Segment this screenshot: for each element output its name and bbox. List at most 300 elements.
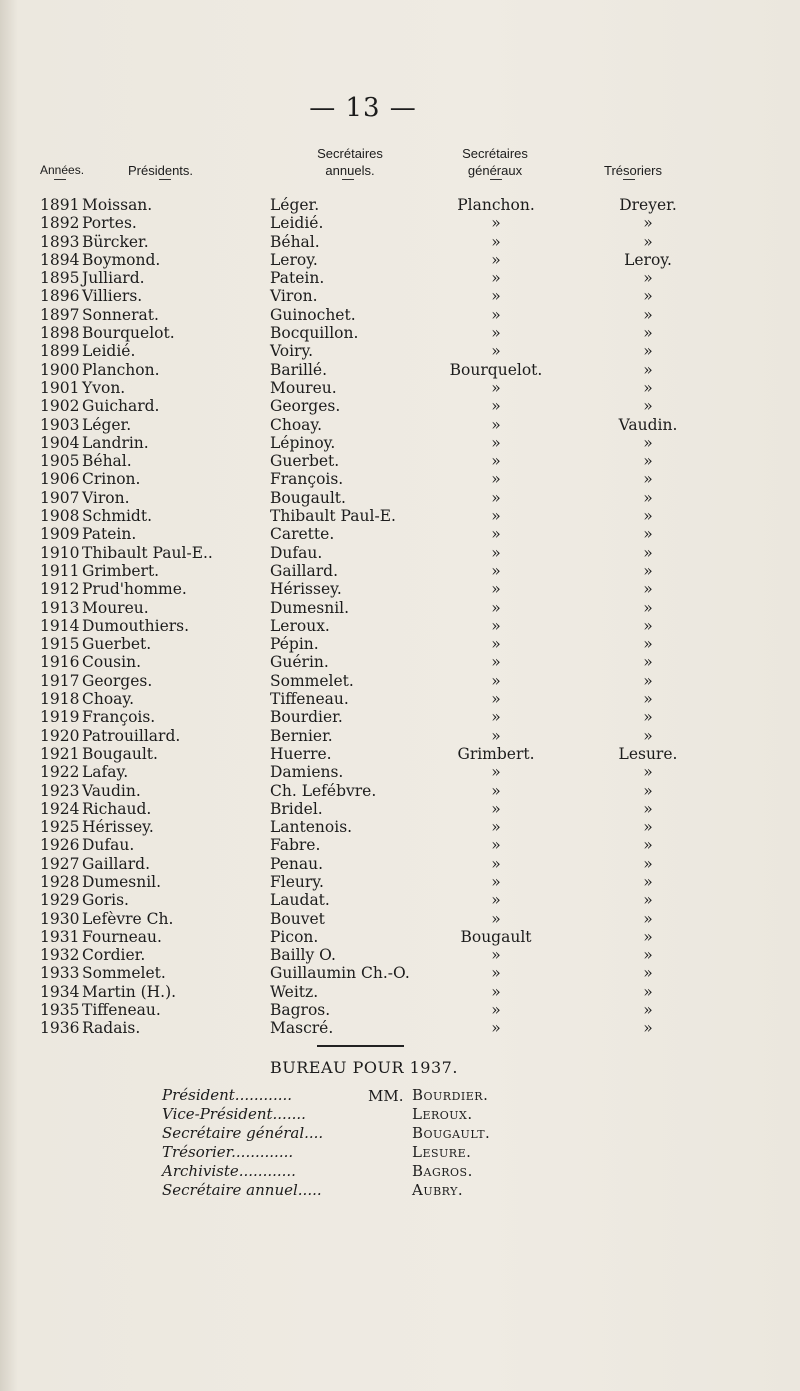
header-dash [159,179,171,180]
year-cell: 1918 [40,690,80,709]
secretaire-general-cell: » [491,433,501,452]
year-cell: 1905 [40,452,80,471]
president-cell: Prud'homme. [82,580,187,599]
secretaire-annuel-cell: Pépin. [270,635,319,654]
tresorier-cell: » [643,616,653,635]
tresorier-cell: » [643,324,653,343]
secretaire-annuel-cell: Penau. [270,854,324,873]
president-cell: Viron. [82,488,130,507]
secretaire-annuel-cell: Mascré. [270,1019,334,1038]
president-cell: Béhal. [82,452,132,471]
year-cell: 1922 [40,763,80,782]
table-row [40,928,722,946]
secretaire-general-cell: » [491,598,501,617]
year-cell: 1902 [40,397,80,416]
tresorier-cell: » [643,836,653,855]
president-cell: Cordier. [82,946,146,965]
header-secretaires-generaux-line1: Secrétaires [462,146,528,161]
table-row [40,361,722,379]
secretaire-annuel-cell: Viron. [270,287,318,306]
table-row [40,964,722,982]
year-cell: 1899 [40,342,80,361]
table-row [40,635,722,653]
tresorier-cell: » [643,1019,653,1038]
secretaire-general-cell: » [491,507,501,526]
year-cell: 1928 [40,872,80,891]
table-row [40,416,722,434]
tresorier-cell: » [643,561,653,580]
secretaire-general-cell: » [491,342,501,361]
secretaire-general-cell: » [491,946,501,965]
year-cell: 1923 [40,781,80,800]
year-cell: 1909 [40,525,80,544]
year-cell: 1910 [40,543,80,562]
president-cell: Fourneau. [82,927,162,946]
bureau-row [162,1143,490,1162]
bureau-member-name: Bougault. [412,1124,491,1142]
year-cell: 1929 [40,891,80,910]
secretaire-annuel-cell: Dumesnil. [270,598,350,617]
table-row [40,397,722,415]
secretaire-general-cell: » [491,580,501,599]
table-row [40,727,722,745]
secretaire-general-cell: » [491,964,501,983]
header-annees: Années. [40,163,85,177]
tresorier-cell: » [643,1001,653,1020]
table-row [40,836,722,854]
secretaire-annuel-cell: Georges. [270,397,341,416]
secretaire-general-cell: » [491,982,501,1001]
secretaire-annuel-cell: Weitz. [270,982,319,1001]
secretaire-annuel-cell: Leroux. [270,616,330,635]
year-cell: 1895 [40,269,80,288]
table-row [40,983,722,1001]
secretaire-general-cell: Bourquelot. [449,360,543,379]
year-cell: 1932 [40,946,80,965]
president-cell: Grimbert. [82,561,160,580]
bureau-member-name: Bourdier. [412,1086,489,1104]
year-cell: 1908 [40,507,80,526]
president-cell: Guerbet. [82,635,152,654]
year-cell: 1920 [40,726,80,745]
tresorier-cell: » [643,507,653,526]
secretaire-general-cell: » [491,269,501,288]
president-cell: François. [82,708,156,727]
president-cell: Lefèvre Ch. [82,909,174,928]
table-row [40,342,722,360]
year-cell: 1935 [40,1001,80,1020]
bureau-row [162,1124,490,1143]
secretaire-annuel-cell: François. [270,470,344,489]
secretaire-annuel-cell: Béhal. [270,232,320,251]
secretaire-annuel-cell: Hérissey. [270,580,342,599]
secretaire-general-cell: » [491,525,501,544]
officers-table [40,196,722,1038]
secretaire-general-cell: Bougault [460,927,532,946]
table-row [40,379,722,397]
secretaire-annuel-cell: Bougault. [270,488,346,507]
president-cell: Choay. [82,690,135,709]
president-cell: Gaillard. [82,854,150,873]
secretaire-general-cell: » [491,836,501,855]
table-row [40,855,722,873]
president-cell: Leidié. [82,342,136,361]
secretaire-general-cell: » [491,909,501,928]
secretaire-annuel-cell: Bridel. [270,799,323,818]
bureau-role: Secrétaire général.... [162,1124,324,1142]
tresorier-cell: » [643,543,653,562]
tresorier-cell: » [643,726,653,745]
tresorier-cell: » [643,671,653,690]
table-row [40,818,722,836]
secretaire-annuel-cell: Guinochet. [270,305,356,324]
secretaire-general-cell: » [491,671,501,690]
president-cell: Dumesnil. [82,872,162,891]
bureau-role: Vice-Président....... [162,1105,306,1123]
president-cell: Bourquelot. [82,324,175,343]
president-cell: Bougault. [82,744,158,763]
secretaire-general-cell: » [491,397,501,416]
president-cell: Martin (H.). [82,982,177,1001]
tresorier-cell: » [643,305,653,324]
header-dash [623,179,635,180]
secretaire-general-cell: » [491,470,501,489]
president-cell: Richaud. [82,799,152,818]
tresorier-cell: » [643,232,653,251]
president-cell: Schmidt. [82,507,153,526]
table-row [40,708,722,726]
table-row [40,507,722,525]
table-row [40,910,722,928]
bureau-member-name: Leroux. [412,1105,473,1123]
secretaire-annuel-cell: Lantenois. [270,818,353,837]
table-row [40,196,722,214]
year-cell: 1933 [40,964,80,983]
tresorier-cell: » [643,690,653,709]
secretaire-annuel-cell: Huerre. [270,744,332,763]
officers-table-body [40,196,722,1038]
secretaire-annuel-cell: Sommelet. [270,671,354,690]
secretaire-general-cell: » [491,378,501,397]
year-cell: 1913 [40,598,80,617]
president-cell: Sonnerat. [82,305,159,324]
year-cell: 1936 [40,1019,80,1038]
table-row [40,653,722,671]
secretaire-general-cell: » [491,561,501,580]
president-cell: Sommelet. [82,964,166,983]
table-row [40,214,722,232]
secretaire-annuel-cell: Guérin. [270,653,329,672]
secretaire-general-cell: » [491,415,501,434]
tresorier-cell: » [643,488,653,507]
secretaire-general-cell: » [491,616,501,635]
secretaire-annuel-cell: Picon. [270,927,319,946]
header-secretaires-generaux-line2: généraux [467,163,523,178]
header-secretaires-annuels-line2: annuels. [325,163,375,178]
secretaire-annuel-cell: Bagros. [270,1001,331,1020]
secretaire-general-cell: » [491,781,501,800]
tresorier-cell: » [643,378,653,397]
tresorier-cell: » [643,708,653,727]
header-presidents: Présidents. [128,163,194,178]
tresorier-cell: » [643,854,653,873]
table-row [40,690,722,708]
tresorier-cell: » [643,397,653,416]
secretaire-annuel-cell: Bailly O. [270,946,336,965]
secretaire-annuel-cell: Dufau. [270,543,323,562]
bureau-table-body [162,1086,490,1200]
year-cell: 1915 [40,635,80,654]
secretaire-annuel-cell: Barillé. [270,360,328,379]
secretaire-annuel-cell: Leidié. [270,214,324,233]
tresorier-cell: » [643,781,653,800]
secretaire-general-cell: » [491,799,501,818]
secretaire-annuel-cell: Bernier. [270,726,333,745]
tresorier-cell: » [643,342,653,361]
tresorier-cell: » [643,946,653,965]
president-cell: Tiffeneau. [82,1001,161,1020]
president-cell: Crinon. [82,470,141,489]
president-cell: Bürcker. [82,232,149,251]
table-row [40,1019,722,1037]
table-row [40,525,722,543]
tresorier-cell: » [643,269,653,288]
secretaire-annuel-cell: Léger. [270,196,320,214]
tresorier-cell: » [643,763,653,782]
year-cell: 1926 [40,836,80,855]
table-row [40,617,722,635]
tresorier-cell: » [643,799,653,818]
table-row [40,544,722,562]
president-cell: Julliard. [82,269,145,288]
president-cell: Boymond. [82,250,161,269]
tresorier-cell: » [643,909,653,928]
bureau-row [162,1086,490,1105]
secretaire-annuel-cell: Patein. [270,269,325,288]
president-cell: Dufau. [82,836,135,855]
secretaire-general-cell: » [491,726,501,745]
year-cell: 1904 [40,433,80,452]
tresorier-cell: » [643,964,653,983]
secretaire-general-cell: » [491,452,501,471]
year-cell: 1914 [40,616,80,635]
secretaire-general-cell: » [491,488,501,507]
year-cell: 1894 [40,250,80,269]
year-cell: 1903 [40,415,80,434]
president-cell: Yvon. [82,378,126,397]
tresorier-cell: » [643,653,653,672]
president-cell: Radais. [82,1019,141,1038]
year-cell: 1906 [40,470,80,489]
president-cell: Planchon. [82,360,160,379]
header-dash [342,179,354,180]
secretaire-general-cell: » [491,653,501,672]
secretaire-annuel-cell: Thibault Paul-E. [270,507,396,526]
tresorier-cell: » [643,452,653,471]
president-cell: Patrouillard. [82,726,181,745]
tresorier-cell: » [643,927,653,946]
tresorier-cell: Dreyer. [619,196,677,214]
table-row [40,251,722,269]
year-cell: 1900 [40,360,80,379]
table-row [40,306,722,324]
secretaire-annuel-cell: Damiens. [270,763,344,782]
president-cell: Villiers. [82,287,143,306]
tresorier-cell: » [643,525,653,544]
secretaire-general-cell: Planchon. [457,196,535,214]
table-row [40,434,722,452]
tresorier-cell: » [643,818,653,837]
table-row [40,672,722,690]
tresorier-cell: » [643,470,653,489]
bureau-role: Président............ [162,1086,293,1104]
president-cell: Georges. [82,671,153,690]
header-dash [490,179,502,180]
secretaire-general-cell: » [491,305,501,324]
tresorier-cell: » [643,214,653,233]
year-cell: 1901 [40,378,80,397]
bureau-role: Archiviste............ [162,1162,296,1180]
tresorier-cell: » [643,635,653,654]
tresorier-cell: Vaudin. [618,415,678,434]
table-row [40,233,722,251]
secretaire-general-cell: » [491,250,501,269]
secretaire-general-cell: » [491,324,501,343]
table-row [40,800,722,818]
secretaire-annuel-cell: Bocquillon. [270,324,359,343]
table-row [40,946,722,964]
year-cell: 1931 [40,927,80,946]
secretaire-annuel-cell: Tiffeneau. [270,690,349,709]
year-cell: 1921 [40,744,80,763]
president-cell: Goris. [82,891,129,910]
secretaire-annuel-cell: Fabre. [270,836,321,855]
president-cell: Léger. [82,415,132,434]
secretaire-annuel-cell: Fleury. [270,872,324,891]
president-cell: Thibault Paul-E.. [82,543,213,562]
header-secretaires-annuels-line1: Secrétaires [317,146,383,161]
secretaire-general-cell: » [491,690,501,709]
table-row [40,269,722,287]
bureau-title: BUREAU POUR 1937. [270,1058,458,1077]
secretaire-annuel-cell: Bourdier. [270,708,343,727]
year-cell: 1919 [40,708,80,727]
year-cell: 1934 [40,982,80,1001]
president-cell: Landrin. [82,433,149,452]
secretaire-general-cell: » [491,872,501,891]
secretaire-annuel-cell: Leroy. [270,250,318,269]
table-row [40,470,722,488]
table-row [40,489,722,507]
secretaire-annuel-cell: Ch. Lefébvre. [270,781,377,800]
secretaire-general-cell: » [491,708,501,727]
secretaire-general-cell: » [491,818,501,837]
president-cell: Lafay. [82,763,129,782]
president-cell: Cousin. [82,653,141,672]
tresorier-cell: » [643,598,653,617]
tresorier-cell: » [643,891,653,910]
table-row [40,763,722,781]
year-cell: 1925 [40,818,80,837]
bureau-role: Trésorier............. [162,1143,294,1161]
table-row [40,580,722,598]
bureau-role: Secrétaire annuel..... [162,1181,322,1199]
secretaire-general-cell: » [491,287,501,306]
year-cell: 1924 [40,799,80,818]
bureau-row [162,1105,490,1124]
table-row [40,599,722,617]
table-row [40,562,722,580]
year-cell: 1907 [40,488,80,507]
header-secretaires-annuels [300,145,400,179]
president-cell: Guichard. [82,397,160,416]
secretaire-annuel-cell: Carette. [270,525,335,544]
secretaire-general-cell: » [491,214,501,233]
year-cell: 1892 [40,214,80,233]
tresorier-cell: » [643,433,653,452]
year-cell: 1917 [40,671,80,690]
bureau-member-name: Bagros. [412,1162,473,1180]
year-cell: 1896 [40,287,80,306]
bureau-member-name: Lesure. [412,1143,472,1161]
tresorier-cell: » [643,287,653,306]
table-row [40,782,722,800]
bureau-table [162,1086,490,1200]
president-cell: Patein. [82,525,137,544]
president-cell: Moureu. [82,598,149,617]
secretaire-annuel-cell: Guerbet. [270,452,340,471]
table-row [40,324,722,342]
tresorier-cell: » [643,360,653,379]
table-row [40,287,722,305]
year-cell: 1897 [40,305,80,324]
bureau-mm-label: MM. [368,1087,404,1105]
year-cell: 1891 [40,196,80,214]
secretaire-general-cell: » [491,635,501,654]
secretaire-general-cell: » [491,1019,501,1038]
year-cell: 1898 [40,324,80,343]
year-cell: 1927 [40,854,80,873]
secretaire-annuel-cell: Bouvet [270,909,325,928]
header-dash [54,179,66,180]
bureau-member-name: Aubry. [412,1181,464,1199]
year-cell: 1916 [40,653,80,672]
secretaire-annuel-cell: Voiry. [270,342,314,361]
header-tresoriers: Trésoriers [603,163,663,178]
year-cell: 1893 [40,232,80,251]
secretaire-general-cell: » [491,891,501,910]
president-cell: Moissan. [82,196,153,214]
tresorier-cell: Leroy. [624,250,672,269]
president-cell: Portes. [82,214,137,233]
president-cell: Vaudin. [82,781,141,800]
table-row [40,891,722,909]
table-row [40,1001,722,1019]
year-cell: 1930 [40,909,80,928]
bureau-row [162,1181,490,1200]
secretaire-general-cell: » [491,1001,501,1020]
secretaire-general-cell: » [491,763,501,782]
table-row [40,745,722,763]
secretaire-annuel-cell: Guillaumin Ch.-O. [270,964,410,983]
secretaire-general-cell: » [491,543,501,562]
secretaire-annuel-cell: Choay. [270,415,323,434]
page-number: — 13 — [309,93,417,123]
tresorier-cell: Lesure. [618,744,678,763]
table-row [40,873,722,891]
secretaire-annuel-cell: Laudat. [270,891,330,910]
president-cell: Dumouthiers. [82,616,190,635]
